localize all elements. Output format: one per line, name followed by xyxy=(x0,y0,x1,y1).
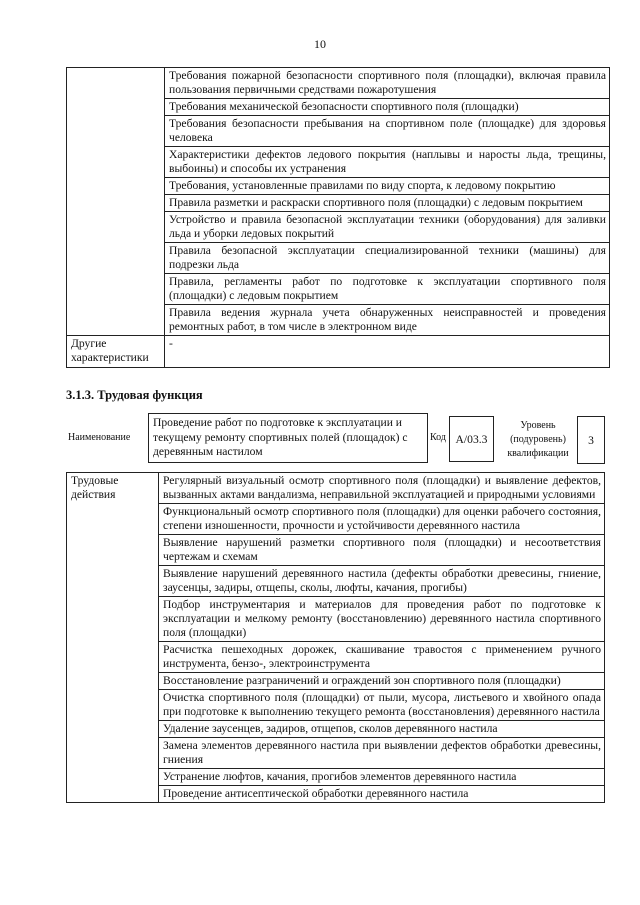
table-row xyxy=(67,336,610,368)
code-label: Код xyxy=(430,432,446,443)
code-value: А/03.3 xyxy=(449,416,494,462)
knowledge-item: Правила разметки и раскраски спортивного поля (площадки) с ледовым покрытием xyxy=(165,195,610,212)
level-label: Уровень (подуровень) квалификации xyxy=(507,420,569,459)
knowledge-item: Требования пожарной безопасности спортивного поля (площадки), включая правила пользования первичными средствами пожаротушения xyxy=(165,68,610,99)
labor-function-header xyxy=(66,411,609,467)
knowledge-item: Требования безопасности пребывания на спортивном поле (площадке) для здоровья человека xyxy=(165,116,610,147)
knowledge-item: Характеристики дефектов ледового покрытия (наплывы и наросты льда, трещины, выбоины) и способы их устранения xyxy=(165,147,610,178)
labor-action-item: Замена элементов деревянного настила при выявлении дефектов обработки древесины, гниения xyxy=(159,738,605,769)
knowledge-item: Правила ведения журнала учета обнаруженных неисправностей и проведения ремонтных работ, в том числе в электронном виде xyxy=(165,305,610,336)
knowledge-item: Правила безопасной эксплуатации специализированной техники (машины) для подрезки льда xyxy=(165,243,610,274)
other-characteristics-label: Другие характеристики xyxy=(67,336,165,368)
knowledge-table xyxy=(66,67,610,368)
other-characteristics-value: - xyxy=(165,336,610,368)
labor-action-item: Расчистка пешеходных дорожек, скашивание травостоя с применением ручного инструмента, бензо-, электроинструмента xyxy=(159,642,605,673)
labor-action-item: Подбор инструментария и материалов для проведения работ по подготовке к эксплуатации и мелкому ремонту (восстановлению) деревянного настила спортивного поля (площадки) xyxy=(159,597,605,642)
section-heading: 3.1.3. Трудовая функция xyxy=(66,388,203,402)
table-row xyxy=(67,68,610,99)
table-row xyxy=(67,473,605,504)
knowledge-item: Устройство и правила безопасной эксплуатации техники (оборудования) для заливки льда и уборки ледовых покрытий xyxy=(165,212,610,243)
level-value: 3 xyxy=(577,416,605,464)
knowledge-item: Правила, регламенты работ по подготовке к эксплуатации спортивного поля (площадки) с ледовым покрытием xyxy=(165,274,610,305)
labor-actions-label: Трудовые действия xyxy=(67,473,159,803)
name-label: Наименование xyxy=(68,432,131,443)
labor-action-item: Проведение антисептической обработки деревянного настила xyxy=(159,786,605,803)
labor-actions-table xyxy=(66,472,605,803)
labor-action-item: Удаление заусенцев, задиров, отщепов, сколов деревянного настила xyxy=(159,721,605,738)
labor-action-item: Выявление нарушений деревянного настила (дефекты обработки древесины, гниение, заусенцы, задиры, отщепы, сколы, люфты, качания, прогибы) xyxy=(159,566,605,597)
knowledge-item: Требования, установленные правилами по виду спорта, к ледовому покрытию xyxy=(165,178,610,195)
labor-action-item: Выявление нарушений разметки спортивного поля (площадки) и несоответствия чертежам и схемам xyxy=(159,535,605,566)
labor-action-item: Очистка спортивного поля (площадки) от пыли, мусора, листьевого и хвойного опада при подготовке к выполнению текущего ремонта (восстановления) деревянного настила xyxy=(159,690,605,721)
labor-action-item: Регулярный визуальный осмотр спортивного поля (площадки) и выявление дефектов, вызванных актами вандализма, неправильной эксплуатацией и природными условиями xyxy=(159,473,605,504)
labor-action-item: Устранение люфтов, качания, прогибов элементов деревянного настила xyxy=(159,769,605,786)
knowledge-label-cell xyxy=(67,68,165,336)
labor-action-item: Восстановление разграничений и ограждений зон спортивного поля (площадки) xyxy=(159,673,605,690)
name-value: Проведение работ по подготовке к эксплуатации и текущему ремонту спортивных полей (площадок) с деревянным настилом xyxy=(148,413,428,463)
labor-action-item: Функциональный осмотр спортивного поля (площадки) для оценки рабочего состояния, степени изношенности, прочности и устойчивости деревянного настила xyxy=(159,504,605,535)
knowledge-item: Требования механической безопасности спортивного поля (площадки) xyxy=(165,99,610,116)
page-number: 10 xyxy=(314,37,326,51)
